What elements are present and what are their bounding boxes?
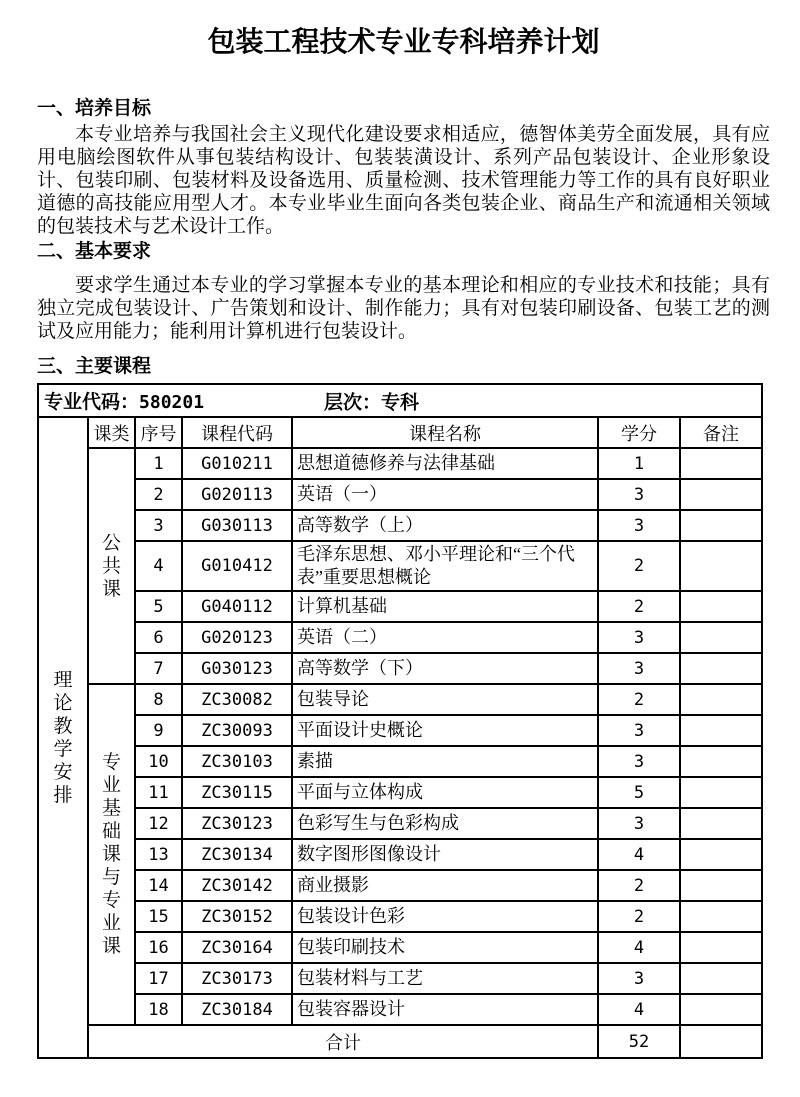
course-row	[38, 479, 762, 510]
cell-name: 毛泽东思想、邓小平理论和“三个代表”重要思想概论	[292, 541, 598, 591]
col-header-credits: 学分	[598, 417, 680, 448]
total-credits: 52	[598, 1025, 680, 1058]
cell-name: 包装导论	[292, 684, 598, 715]
cell-note	[680, 448, 762, 479]
cell-code: ZC30115	[182, 777, 292, 808]
level-value: 专科	[381, 392, 420, 413]
course-group-label: 公共课	[88, 448, 135, 684]
cell-serial: 2	[135, 479, 182, 510]
cell-note	[680, 591, 762, 622]
cell-code: ZC30123	[182, 808, 292, 839]
cell-code: ZC30152	[182, 901, 292, 932]
table-meta-row	[38, 384, 762, 417]
course-row	[38, 901, 762, 932]
col-header-serial: 序号	[135, 417, 182, 448]
col-header-course-code: 课程代码	[182, 417, 292, 448]
cell-note	[680, 777, 762, 808]
cell-note	[680, 510, 762, 541]
cell-serial: 18	[135, 994, 182, 1025]
course-row	[38, 839, 762, 870]
col-header-course-name: 课程名称	[292, 417, 598, 448]
level-label: 层次：	[324, 392, 382, 413]
cell-name: 数字图形图像设计	[292, 839, 598, 870]
course-row	[38, 510, 762, 541]
cell-code: ZC30103	[182, 746, 292, 777]
section-heading-basic-requirements: 二、基本要求	[37, 241, 152, 262]
course-row	[38, 994, 762, 1025]
total-label: 合计	[88, 1025, 598, 1058]
cell-serial: 5	[135, 591, 182, 622]
course-group-label: 专业基础课与专业课	[88, 684, 135, 1025]
cell-name: 高等数学（下）	[292, 653, 598, 684]
course-row	[38, 870, 762, 901]
section-heading-training-goal: 一、培养目标	[37, 98, 152, 119]
cell-name: 思想道德修养与法律基础	[292, 448, 598, 479]
cell-credits: 3	[598, 479, 680, 510]
cell-code: G010412	[182, 541, 292, 591]
cell-note	[680, 808, 762, 839]
cell-name: 包装印刷技术	[292, 932, 598, 963]
col-header-remarks: 备注	[680, 417, 762, 448]
course-row	[38, 591, 762, 622]
cell-note	[680, 479, 762, 510]
course-row	[38, 746, 762, 777]
cell-serial: 13	[135, 839, 182, 870]
cell-serial: 7	[135, 653, 182, 684]
course-row	[38, 684, 762, 715]
table-header-row	[38, 417, 762, 448]
cell-note	[680, 715, 762, 746]
major-code-value: 580201	[139, 392, 205, 413]
cell-note	[680, 541, 762, 591]
cell-note	[680, 684, 762, 715]
cell-serial: 9	[135, 715, 182, 746]
course-row	[38, 541, 762, 591]
cell-code: ZC30184	[182, 994, 292, 1025]
cell-serial: 8	[135, 684, 182, 715]
cell-serial: 4	[135, 541, 182, 591]
cell-code: G010211	[182, 448, 292, 479]
cell-credits: 4	[598, 839, 680, 870]
cell-note	[680, 994, 762, 1025]
section-heading-main-courses: 三、主要课程	[37, 356, 152, 377]
cell-serial: 14	[135, 870, 182, 901]
cell-credits: 4	[598, 932, 680, 963]
cell-name: 平面设计史概论	[292, 715, 598, 746]
course-row	[38, 932, 762, 963]
cell-credits: 3	[598, 622, 680, 653]
cell-serial: 12	[135, 808, 182, 839]
cell-note	[680, 653, 762, 684]
cell-credits: 4	[598, 994, 680, 1025]
paragraph-training-goal: 本专业培养与我国社会主义现代化建设要求相适应，德智体美劳全面发展，具有应用电脑绘图软件从事包装结构设计、包装装潢设计、系列产品包装设计、企业形象设计、包装印刷、包装材料及设备选用、质量检测、技术管理能力等工作的具有良好职业道德的高技能应用型人才。本专业毕业生面向各类包装企业、商品生产和流通相关领域的包装技术与艺术设计工作。	[37, 124, 770, 237]
cell-code: ZC30142	[182, 870, 292, 901]
course-row	[38, 963, 762, 994]
cell-serial: 1	[135, 448, 182, 479]
total-row	[38, 1025, 762, 1058]
course-row	[38, 622, 762, 653]
document-title: 包装工程技术专业专科培养计划	[207, 26, 600, 57]
cell-note	[680, 622, 762, 653]
cell-serial: 3	[135, 510, 182, 541]
cell-credits: 3	[598, 746, 680, 777]
cell-credits: 3	[598, 963, 680, 994]
cell-code: G040112	[182, 591, 292, 622]
cell-name: 商业摄影	[292, 870, 598, 901]
cell-note	[680, 963, 762, 994]
cell-note	[680, 839, 762, 870]
cell-credits: 2	[598, 901, 680, 932]
total-note-cell	[680, 1025, 762, 1058]
cell-name: 高等数学（上）	[292, 510, 598, 541]
cell-name: 包装设计色彩	[292, 901, 598, 932]
cell-credits: 2	[598, 684, 680, 715]
cell-note	[680, 870, 762, 901]
course-row	[38, 448, 762, 479]
cell-credits: 3	[598, 808, 680, 839]
cell-credits: 3	[598, 510, 680, 541]
cell-serial: 16	[135, 932, 182, 963]
cell-name: 英语（一）	[292, 479, 598, 510]
col-header-course-type: 课类	[88, 417, 135, 448]
cell-code: ZC30093	[182, 715, 292, 746]
cell-code: G020123	[182, 622, 292, 653]
cell-code: ZC30164	[182, 932, 292, 963]
course-row	[38, 777, 762, 808]
cell-credits: 3	[598, 715, 680, 746]
cell-credits: 2	[598, 870, 680, 901]
cell-name: 包装材料与工艺	[292, 963, 598, 994]
course-table	[37, 383, 763, 1059]
course-row	[38, 653, 762, 684]
cell-code: ZC30134	[182, 839, 292, 870]
major-code-label: 专业代码：	[44, 392, 140, 413]
cell-code: G030123	[182, 653, 292, 684]
cell-name: 平面与立体构成	[292, 777, 598, 808]
level-field	[324, 387, 419, 414]
cell-serial: 17	[135, 963, 182, 994]
cell-credits: 5	[598, 777, 680, 808]
cell-credits: 2	[598, 541, 680, 591]
cell-code: ZC30082	[182, 684, 292, 715]
course-row	[38, 715, 762, 746]
cell-code: ZC30173	[182, 963, 292, 994]
cell-note	[680, 901, 762, 932]
cell-credits: 1	[598, 448, 680, 479]
cell-code: G030113	[182, 510, 292, 541]
cell-code: G020113	[182, 479, 292, 510]
cell-credits: 2	[598, 591, 680, 622]
cell-serial: 11	[135, 777, 182, 808]
cell-serial: 6	[135, 622, 182, 653]
cell-serial: 15	[135, 901, 182, 932]
course-row	[38, 808, 762, 839]
cell-note	[680, 932, 762, 963]
cell-credits: 3	[598, 653, 680, 684]
cell-serial: 10	[135, 746, 182, 777]
cell-name: 包装容器设计	[292, 994, 598, 1025]
cell-note	[680, 746, 762, 777]
meta-cell	[38, 384, 762, 417]
paragraph-basic-requirements: 要求学生通过本专业的学习掌握本专业的基本理论和相应的专业技术和技能；具有独立完成包装设计、广告策划和设计、制作能力；具有对包装印刷设备、包装工艺的测试及应用能力；能利用计算机进行包装设计。	[37, 275, 770, 342]
row-group-label-theory-teaching: 理论教学安排	[38, 417, 88, 1058]
cell-name: 计算机基础	[292, 591, 598, 622]
cell-name: 英语（二）	[292, 622, 598, 653]
cell-name: 色彩写生与色彩构成	[292, 808, 598, 839]
cell-name: 素描	[292, 746, 598, 777]
